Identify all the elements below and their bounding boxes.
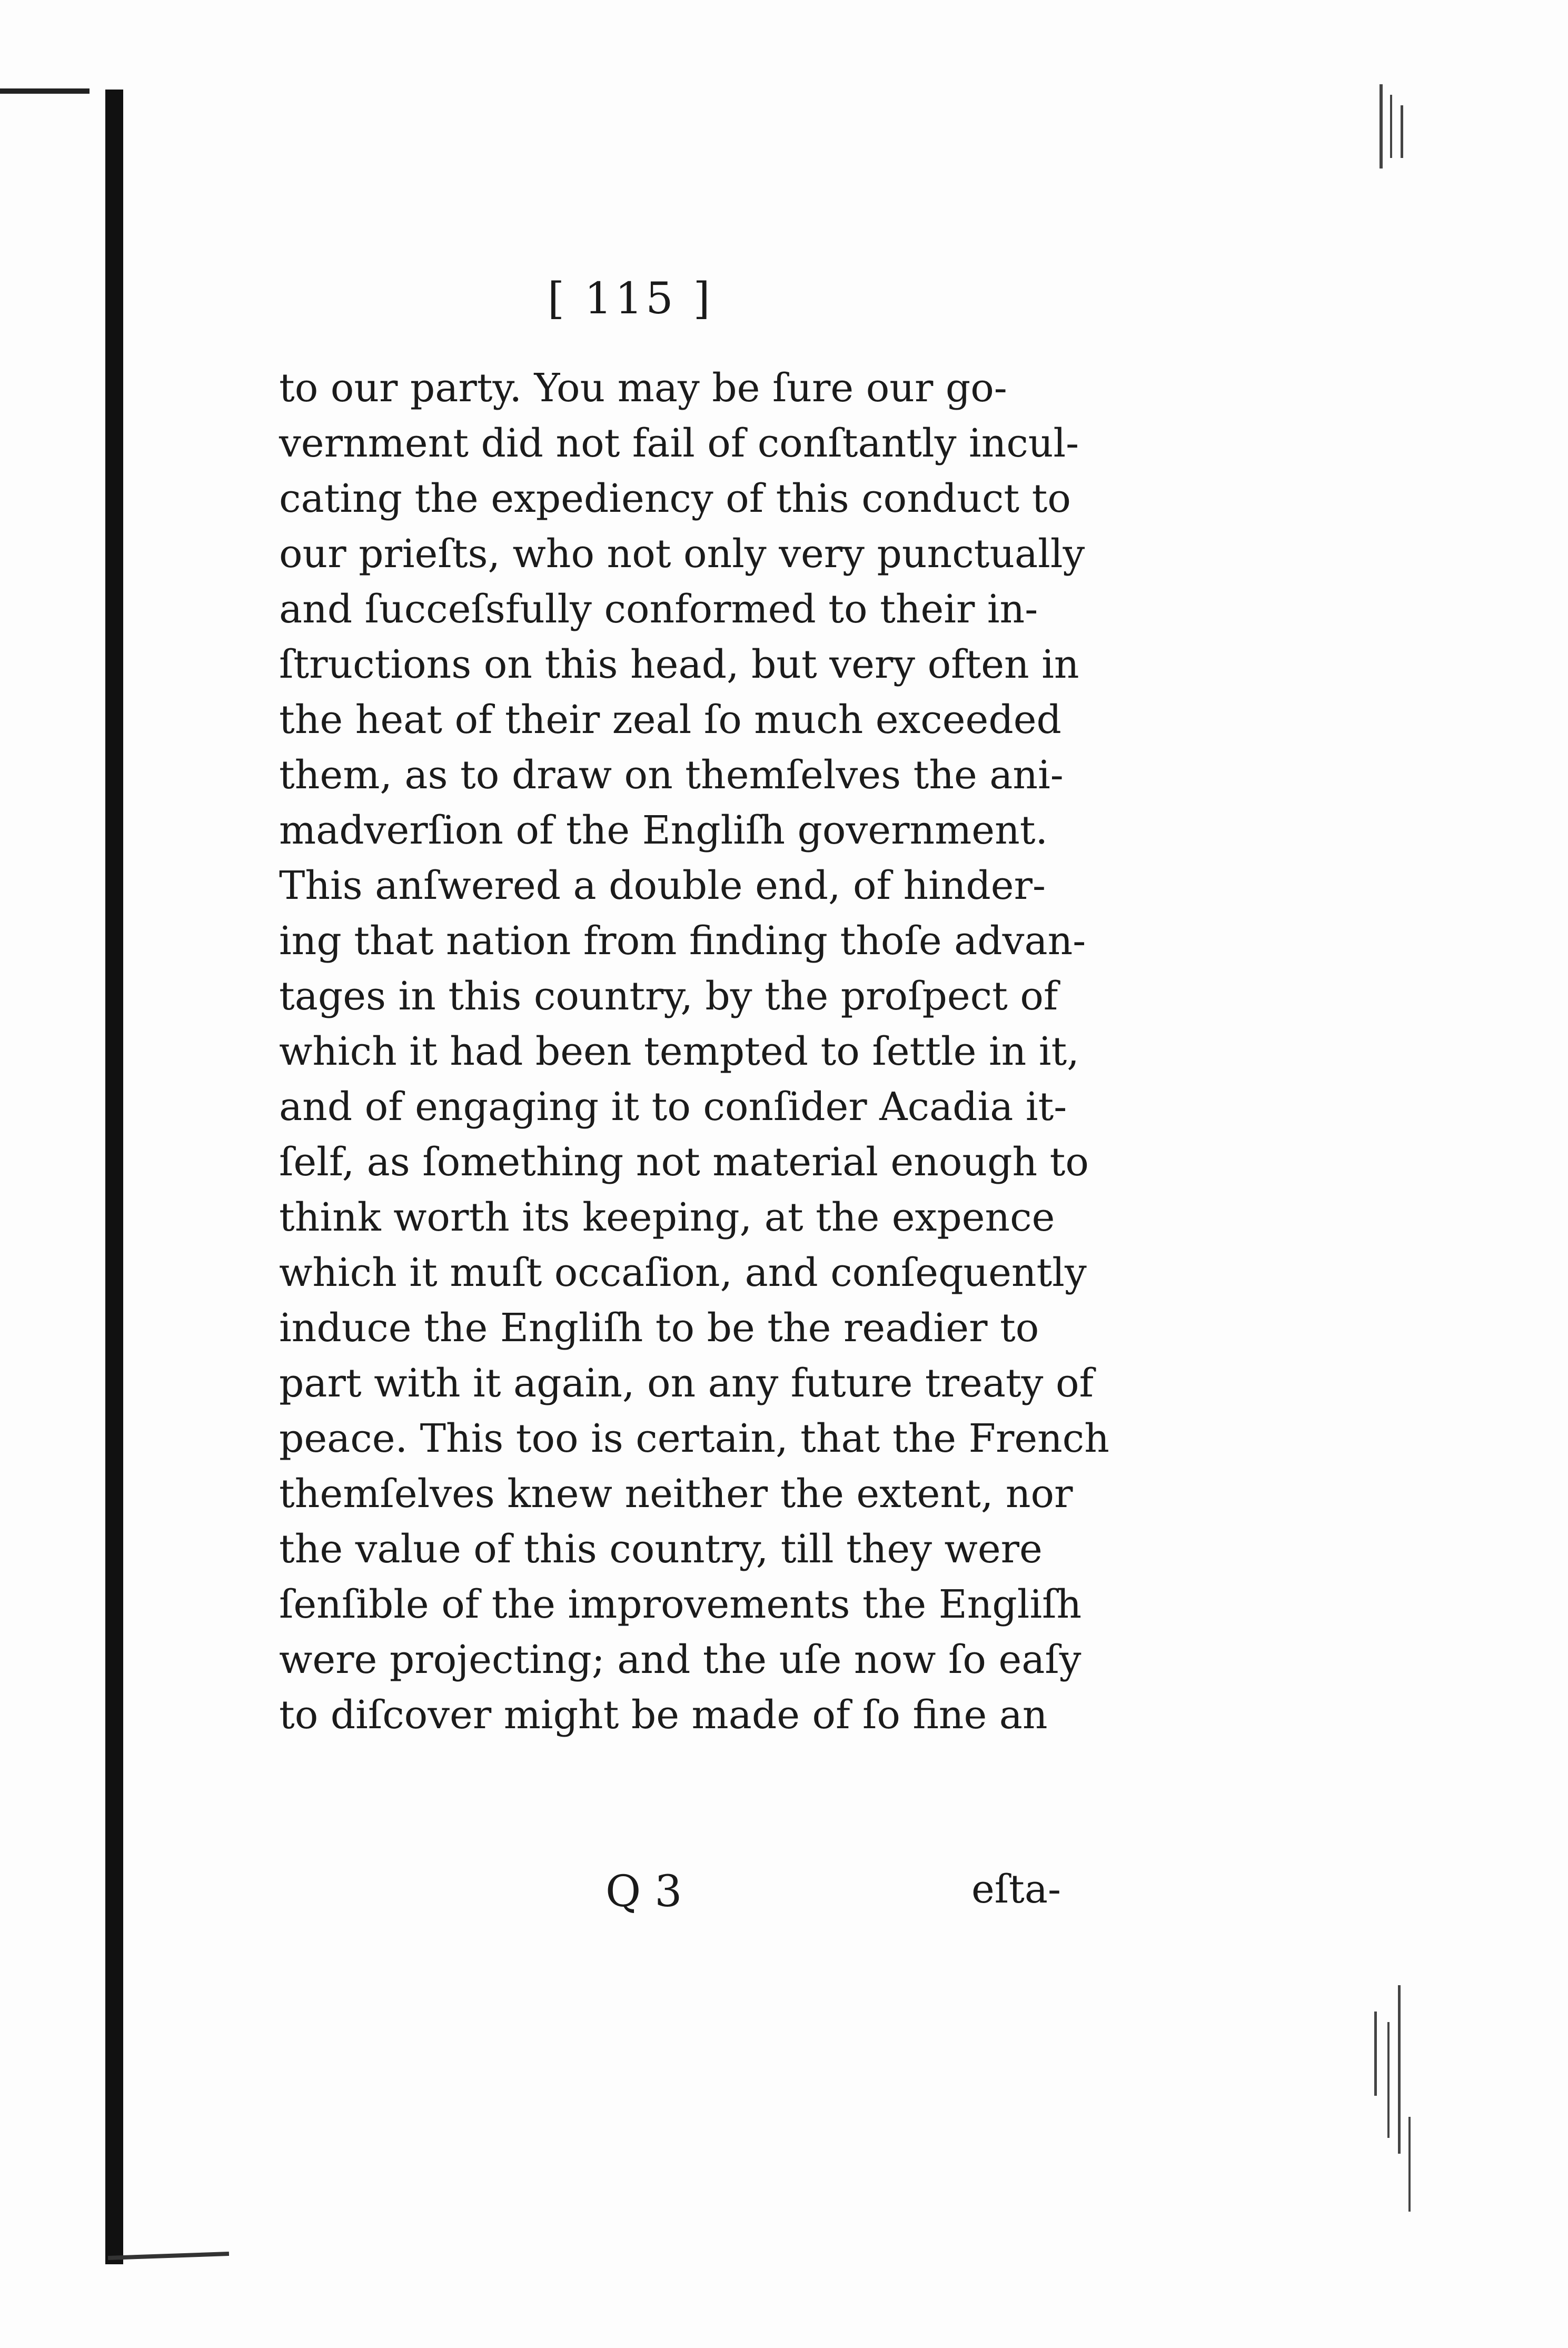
binding-edge-bottom (108, 2252, 229, 2260)
text-line: our prieſts, who not only very punctually (279, 531, 1085, 577)
text-line: the value of this country, till they were (279, 1527, 1043, 1572)
text-line: ſtructions on this head, but very often in (279, 642, 1079, 687)
text-line: cating the expediency of this conduct to (279, 476, 1071, 521)
page-edge-marks (1358, 63, 1464, 2275)
text-line: peace. This too is certain, that the French (279, 1416, 1109, 1461)
text-line: were projecting; and the uſe now ſo eaſy (279, 1637, 1081, 1682)
text-line: and ſucceſsfully conformed to their in- (279, 587, 1038, 632)
signature-mark: Q 3 (606, 1867, 682, 1917)
text-line: induce the Engliſh to be the readier to (279, 1305, 1039, 1351)
text-line: This anſwered a double end, of hinder- (279, 863, 1046, 908)
text-line: which it had been tempted to ſettle in it, (279, 1029, 1079, 1074)
text-line: part with it again, on any future treaty of (279, 1361, 1094, 1406)
text-line: and of engaging it to conſider Acadia it- (279, 1084, 1067, 1130)
binding-edge-top (0, 88, 90, 94)
text-line: the heat of their zeal ſo much exceeded (279, 697, 1061, 742)
text-line: them, as to draw on themſelves the ani- (279, 752, 1064, 798)
text-line: ſelf, as ſomething not material enough to (279, 1140, 1089, 1185)
text-line: ſenſible of the improvements the Engliſh (279, 1582, 1082, 1627)
text-line: themſelves knew neither the extent, nor (279, 1471, 1073, 1517)
text-line: tages in this country, by the proſpect of (279, 974, 1058, 1019)
text-line: think worth its keeping, at the expence (279, 1195, 1055, 1240)
text-line: which it muſt occaſion, and conſequently (279, 1250, 1087, 1295)
catchword: eſta- (971, 1867, 1061, 1912)
binding-gutter (105, 90, 123, 2264)
text-line: to our party. You may be ſure our go- (279, 365, 1007, 411)
text-line: ing that nation from finding thoſe advan- (279, 918, 1086, 964)
text-line: to diſcover might be made of ſo fine an (279, 1692, 1048, 1738)
page-number-header: [ 115 ] (548, 274, 713, 324)
text-line: madverſion of the Engliſh government. (279, 808, 1048, 853)
text-line: vernment did not fail of conſtantly incul- (279, 421, 1079, 466)
